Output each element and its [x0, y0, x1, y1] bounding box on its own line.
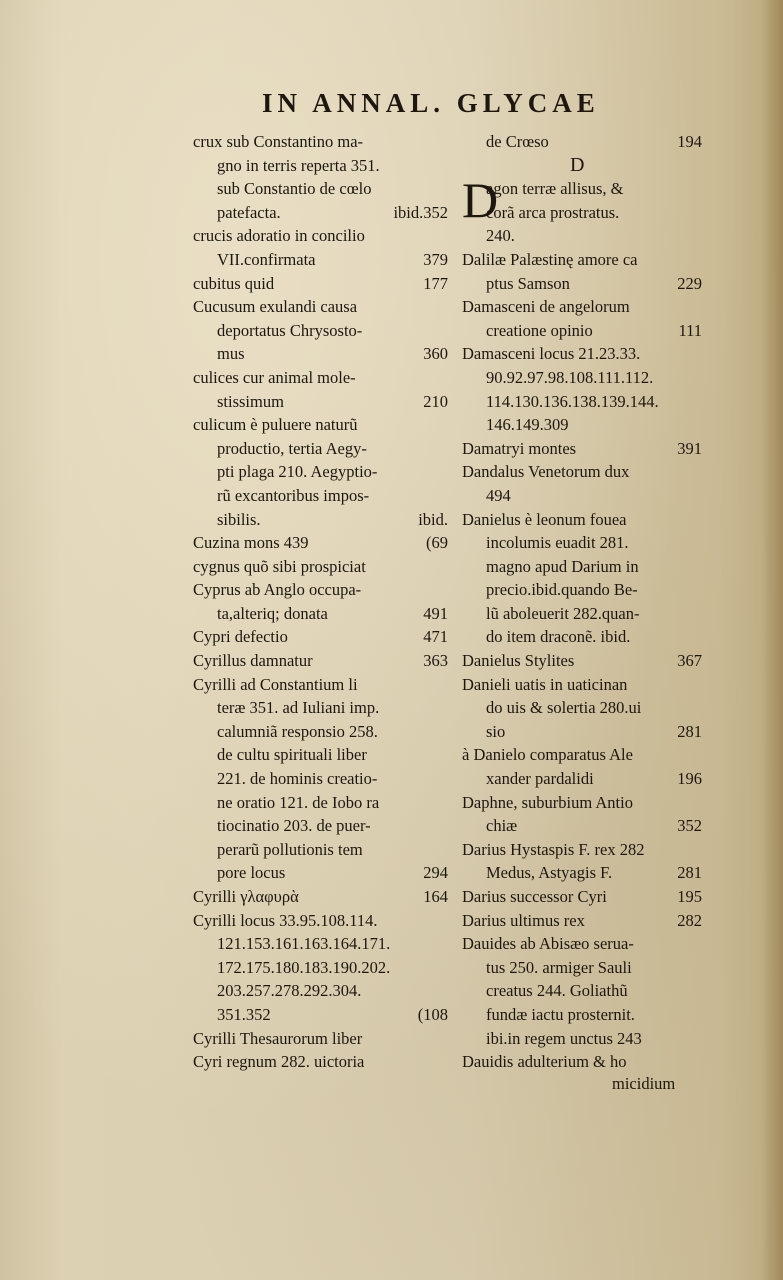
- index-line: [193, 508, 448, 532]
- index-line: [462, 578, 702, 602]
- entry-text: perarũ pollutionis tem: [217, 839, 363, 859]
- entry-text: Dauidis adulterium & ho: [462, 1052, 627, 1072]
- index-line: [462, 437, 702, 461]
- entry-text: 114.130.136.138.139.144.: [486, 391, 659, 411]
- entry-text: Darius Hystaspis F. rex 282: [462, 839, 645, 859]
- entry-page-number: 360: [423, 344, 448, 364]
- entry-text: sub Constantio de cœlo: [217, 179, 372, 199]
- index-line: [193, 673, 448, 697]
- index-line: [193, 413, 448, 437]
- index-line: [193, 484, 448, 508]
- index-line: [462, 885, 702, 909]
- index-line: [462, 484, 702, 508]
- index-line: [462, 366, 702, 390]
- entry-page-number: ibid.352: [393, 202, 448, 222]
- entry-text: 146.149.309: [486, 415, 569, 435]
- index-line: [462, 555, 702, 579]
- entry-text: magno apud Darium in: [486, 556, 639, 576]
- entry-text: 221. de hominis creatio-: [217, 769, 378, 789]
- entry-text: 172.175.180.183.190.202.: [217, 957, 391, 977]
- entry-text: Cyrilli γλαφυρὰ: [193, 887, 299, 906]
- index-line: [193, 1027, 448, 1051]
- entry-text: patefacta.: [217, 202, 281, 222]
- index-line: [462, 508, 702, 532]
- index-line: [193, 248, 448, 272]
- index-line: [462, 1003, 702, 1027]
- entry-text: agon terræ allisus, &: [486, 179, 624, 199]
- entry-text: Cuzina mons 439: [193, 533, 309, 553]
- entry-text: calumniã responsio 258.: [217, 721, 378, 741]
- entry-page-number: 379: [423, 249, 448, 269]
- entry-text: sio: [486, 721, 506, 741]
- entry-text: crucis adoratio in concilio: [193, 226, 365, 246]
- catchword: micidium: [612, 1074, 676, 1093]
- entry-text: Damasceni de angelorum: [462, 297, 630, 317]
- entry-text: 494: [486, 485, 511, 505]
- index-line: [462, 319, 702, 343]
- index-line: [193, 130, 448, 154]
- index-line: [462, 531, 702, 555]
- section-letter: D: [570, 154, 585, 176]
- index-line: [193, 885, 448, 909]
- index-line: [462, 838, 702, 862]
- index-line: [193, 649, 448, 673]
- entry-text: Dandalus Venetorum dux: [462, 462, 630, 482]
- index-line: [193, 720, 448, 744]
- index-line: [193, 791, 448, 815]
- index-line: [193, 531, 448, 555]
- entry-text: pore locus: [217, 863, 286, 883]
- index-line: [193, 979, 448, 1003]
- entry-text: 240.: [486, 226, 515, 246]
- entry-text: à Danielo comparatus Ale: [462, 745, 633, 765]
- index-line: [193, 272, 448, 296]
- entry-text: 203.257.278.292.304.: [217, 981, 362, 1001]
- entry-page-number: 363: [423, 651, 448, 671]
- index-line: [193, 437, 448, 461]
- index-line: [193, 295, 448, 319]
- entry-page-number: 194: [677, 132, 702, 151]
- entry-text: Dalilæ Palæstinę amore ca: [462, 249, 638, 269]
- entry-page-number: 229: [677, 273, 702, 293]
- entry-text: productio, tertia Aegy-: [217, 438, 367, 458]
- entry-page-number: 352: [677, 816, 702, 836]
- entry-text: de Crœso: [486, 132, 549, 151]
- entry-page-number: 294: [423, 863, 448, 883]
- entry-text: culices cur animal mole-: [193, 367, 356, 387]
- entry-text: 351.352: [217, 1004, 271, 1024]
- entry-text: Cucusum exulandi causa: [193, 297, 358, 317]
- entry-text: tus 250. armiger Sauli: [486, 957, 632, 977]
- index-line: [462, 814, 702, 838]
- entry-page-number: 391: [677, 438, 702, 458]
- entry-text: Cyprus ab Anglo occupa-: [193, 580, 362, 600]
- entry-text: Cyrilli Thesaurorum liber: [193, 1028, 363, 1048]
- entry-text: corã arca prostratus.: [486, 202, 620, 222]
- entry-page-number: 111: [678, 320, 702, 340]
- index-line: [462, 413, 702, 437]
- entry-text: sibilis.: [217, 509, 261, 529]
- entry-text: Dauides ab Abisæo serua-: [462, 934, 634, 954]
- index-line: [193, 956, 448, 980]
- right-column: [462, 130, 702, 1074]
- entry-text: Medus, Astyagis F.: [486, 863, 613, 883]
- entry-text: creatus 244. Goliathũ: [486, 981, 628, 1001]
- index-line: [462, 979, 702, 1003]
- index-line: [462, 767, 702, 791]
- entry-page-number: 491: [423, 603, 448, 623]
- index-line: [193, 460, 448, 484]
- index-line: [193, 154, 448, 178]
- index-line: [462, 791, 702, 815]
- entry-text: cygnus quõ sibi prospiciat: [193, 556, 366, 576]
- index-line: [462, 295, 702, 319]
- entry-text: pti plaga 210. Aegyptio-: [217, 462, 378, 482]
- entry-text: incolumis euadit 281.: [486, 533, 629, 553]
- left-column: [193, 130, 448, 1074]
- entry-text: de cultu spirituali liber: [217, 745, 367, 765]
- entry-text: Damatryi montes: [462, 438, 577, 458]
- entry-text: lũ aboleuerit 282.quan-: [486, 603, 640, 623]
- entry-text: Cyri regnum 282. uictoria: [193, 1052, 365, 1072]
- index-line: [462, 861, 702, 885]
- index-line: [193, 1050, 448, 1074]
- entry-text: ptus Samson: [486, 273, 570, 293]
- entry-text: 90.92.97.98.108.111.112.: [486, 367, 654, 387]
- entry-text: Darius successor Cyri: [462, 887, 607, 906]
- entry-text: Daphne, suburbium Antio: [462, 792, 633, 812]
- entry-text: fundæ iactu prosternit.: [486, 1004, 635, 1024]
- index-line: [462, 720, 702, 744]
- entry-text: teræ 351. ad Iuliani imp.: [217, 698, 380, 718]
- entry-page-number: (69: [426, 533, 448, 553]
- entry-text: Damasceni locus 21.23.33.: [462, 344, 641, 364]
- index-line: [193, 578, 448, 602]
- index-line: [193, 319, 448, 343]
- index-line: [193, 767, 448, 791]
- index-line: [462, 625, 702, 649]
- index-line: [193, 838, 448, 862]
- entry-page-number: 281: [677, 863, 702, 883]
- running-header: IN ANNAL. GLYCAE: [262, 88, 600, 118]
- index-line: [462, 956, 702, 980]
- entry-page-number: 177: [423, 273, 448, 293]
- entry-text: Cyrilli ad Constantium li: [193, 674, 358, 694]
- index-line: [193, 861, 448, 885]
- index-line: [193, 342, 448, 366]
- entry-text: creatione opinio: [486, 320, 593, 340]
- entry-text: ta,alteriq; donata: [217, 603, 328, 623]
- entry-text: precio.ibid.quando Be-: [486, 580, 638, 600]
- entry-text: gno in terris reperta 351.: [217, 155, 380, 175]
- index-line: [193, 390, 448, 414]
- index-line: [193, 177, 448, 201]
- entry-text: xander pardalidi: [486, 769, 594, 789]
- entry-text: Cyrilli locus 33.95.108.114.: [193, 910, 378, 930]
- index-line: [462, 932, 702, 956]
- entry-page-number: 281: [677, 721, 702, 741]
- page-edge: [761, 0, 783, 1280]
- index-line: [462, 602, 702, 626]
- entry-text: do uis & solertia 280.ui: [486, 698, 642, 718]
- entry-text: Danielus Stylites: [462, 651, 575, 671]
- entry-text: ibi.in regem unctus 243: [486, 1028, 642, 1048]
- entry-page-number: 210: [423, 391, 448, 411]
- entry-text: mus: [217, 344, 245, 364]
- entry-text: Darius ultimus rex: [462, 910, 585, 930]
- index-line: [193, 932, 448, 956]
- index-line: [462, 649, 702, 673]
- index-line: [462, 272, 702, 296]
- index-line: [193, 602, 448, 626]
- index-line: [462, 909, 702, 933]
- entry-page-number: 196: [677, 769, 702, 789]
- drop-cap: D: [462, 172, 499, 228]
- entry-text: ne oratio 121. de Iobo ra: [217, 792, 380, 812]
- entry-text: tiocinatio 203. de puer-: [217, 816, 371, 836]
- entry-text: Cyrillus damnatur: [193, 651, 313, 671]
- entry-text: VII.confirmata: [217, 249, 316, 269]
- index-line: [462, 224, 702, 248]
- entry-text: 121.153.161.163.164.171.: [217, 934, 391, 954]
- entry-text: cubitus quid: [193, 273, 275, 293]
- index-line: [193, 625, 448, 649]
- entry-page-number: 282: [677, 910, 702, 930]
- entry-text: culicum è puluere naturũ: [193, 415, 358, 435]
- index-line: [462, 743, 702, 767]
- index-line: [462, 1050, 702, 1074]
- right-top-entry: [462, 130, 702, 154]
- index-line: [193, 555, 448, 579]
- entry-page-number: 367: [677, 651, 702, 671]
- entry-text: Cypri defectio: [193, 627, 288, 647]
- entry-text: do item draconẽ. ibid.: [486, 627, 631, 647]
- index-line: [462, 696, 702, 720]
- index-line: [462, 342, 702, 366]
- index-line: [193, 696, 448, 720]
- index-line: [193, 201, 448, 225]
- index-line: [462, 1027, 702, 1051]
- index-line: [462, 390, 702, 414]
- entry-page-number: 164: [423, 887, 448, 906]
- entry-text: chiæ: [486, 816, 518, 836]
- entry-text: Danielus è leonum fouea: [462, 509, 627, 529]
- index-line: [462, 673, 702, 697]
- index-line: [193, 743, 448, 767]
- entry-text: stissimum: [217, 391, 284, 411]
- entry-page-number: (108: [417, 1004, 448, 1024]
- entry-page-number: ibid.: [418, 509, 448, 529]
- index-line: [462, 248, 702, 272]
- entry-text: crux sub Constantino ma-: [193, 132, 364, 151]
- index-line: [193, 366, 448, 390]
- entry-text: Danieli uatis in uaticinan: [462, 674, 628, 694]
- index-line: [193, 909, 448, 933]
- entry-page-number: 471: [423, 627, 448, 647]
- entry-page-number: 195: [677, 887, 702, 906]
- entry-text: deportatus Chrysosto-: [217, 320, 363, 340]
- index-line: [193, 1003, 448, 1027]
- index-line: [462, 460, 702, 484]
- index-line: [193, 224, 448, 248]
- entry-text: rũ excantoribus impos-: [217, 485, 370, 505]
- index-line: [193, 814, 448, 838]
